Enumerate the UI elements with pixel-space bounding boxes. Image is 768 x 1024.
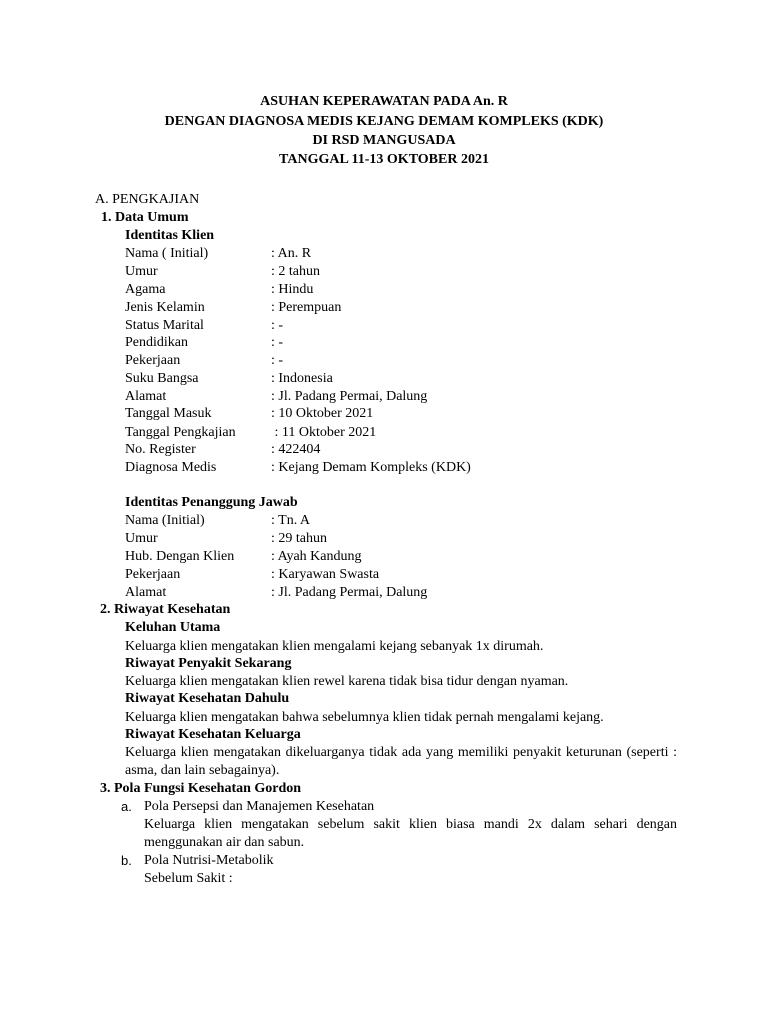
field-row [125,263,625,281]
field-row [125,317,625,335]
keluhan-utama-text: Keluarga klien mengatakan klien mengalami kejang sebanyak 1x dirumah. [125,639,544,654]
field-value: : Ayah Kandung [271,549,362,564]
field-label: Alamat [125,389,167,404]
field-value: : Karyawan Swasta [271,567,380,582]
item-b-marker: b. [121,853,132,868]
field-label: Umur [125,264,158,279]
field-label: Pendidikan [125,335,188,350]
field-row [125,584,625,602]
field-value: : Hindu [271,282,314,297]
field-value: : 2 tahun [271,264,320,279]
field-label: Tanggal Masuk [125,406,212,421]
field-value: : 29 tahun [271,531,327,546]
field-value: : - [271,318,284,333]
field-value: : 10 Oktober 2021 [271,406,374,421]
field-value: : 11 Oktober 2021 [271,425,377,440]
title-line-4: TANGGAL 11-13 OKTOBER 2021 [279,152,489,167]
riwayat-dahulu-text: Keluarga klien mengatakan bahwa sebelumnya klien tidak pernah mengalami kejang. [125,710,604,725]
field-row [125,530,625,548]
field-row [125,299,625,317]
field-value: : - [271,353,284,368]
field-row [125,334,625,352]
field-label: Pekerjaan [125,353,181,368]
penanggung-jawab-heading: Identitas Penanggung Jawab [125,495,298,510]
field-label: Jenis Kelamin [125,300,205,315]
field-row [125,370,625,388]
field-row [125,424,625,442]
riwayat-dahulu-heading: Riwayat Kesehatan Dahulu [125,691,290,706]
field-label: Nama (Initial) [125,513,205,528]
field-label: Umur [125,531,158,546]
field-label: No. Register [125,442,196,457]
field-value: : Indonesia [271,371,333,386]
field-value: : 422404 [271,442,321,457]
item-a-marker: a. [121,799,132,814]
field-label: Agama [125,282,166,297]
field-value: : Jl. Padang Permai, Dalung [271,389,428,404]
riwayat-keluarga-heading: Riwayat Kesehatan Keluarga [125,727,301,742]
field-label: Status Marital [125,318,204,333]
section-a-heading: A. PENGKAJIAN [95,192,200,207]
field-row [125,245,625,263]
field-value: : Tn. A [271,513,311,528]
pola-nutrisi-title: Pola Nutrisi-Metabolik [144,853,274,868]
pola-persepsi-text: Keluarga klien mengatakan sebelum sakit klien biasa mandi 2x dalam sehari dengan menggunakan air dan sabun. [144,817,677,850]
field-row [125,441,625,459]
sebelum-sakit-label: Sebelum Sakit : [144,871,233,886]
riwayat-kesehatan-heading: 2. Riwayat Kesehatan [100,602,231,617]
title-line-2: DENGAN DIAGNOSA MEDIS KEJANG DEMAM KOMPLEKS (KDK) [164,114,604,129]
field-row [125,512,625,530]
field-row [125,405,625,423]
field-label: Pekerjaan [125,567,181,582]
title-line-3: DI RSD MANGUSADA [312,133,456,148]
field-label: Tanggal Pengkajian [125,425,236,440]
pola-persepsi-title: Pola Persepsi dan Manajemen Kesehatan [144,799,375,814]
identitas-klien-heading: Identitas Klien [125,228,215,243]
field-label: Alamat [125,585,167,600]
field-value: : Perempuan [271,300,342,315]
field-row [125,352,625,370]
field-row [125,281,625,299]
riwayat-keluarga-text: Keluarga klien mengatakan dikeluarganya tidak ada yang memiliki penyakit keturunan (seperti : asma, dan lain sebagainya). [125,745,677,778]
riwayat-sekarang-heading: Riwayat Penyakit Sekarang [125,656,292,671]
field-row [125,566,625,584]
field-value: : An. R [271,246,312,261]
field-label: Diagnosa Medis [125,460,217,475]
riwayat-sekarang-text: Keluarga klien mengatakan klien rewel karena tidak bisa tidur dengan nyaman. [125,674,569,689]
field-label: Hub. Dengan Klien [125,549,235,564]
field-value: : Jl. Padang Permai, Dalung [271,585,428,600]
data-umum-heading: 1. Data Umum [101,210,189,225]
field-label: Suku Bangsa [125,371,199,386]
field-row [125,459,625,477]
field-value: : Kejang Demam Kompleks (KDK) [271,460,471,475]
field-row [125,388,625,406]
title-line-1: ASUHAN KEPERAWATAN PADA An. R [260,94,508,109]
field-row [125,548,625,566]
field-value: : - [271,335,284,350]
field-label: Nama ( Initial) [125,246,209,261]
pola-gordon-heading: 3. Pola Fungsi Kesehatan Gordon [100,781,302,796]
keluhan-utama-heading: Keluhan Utama [125,620,221,635]
